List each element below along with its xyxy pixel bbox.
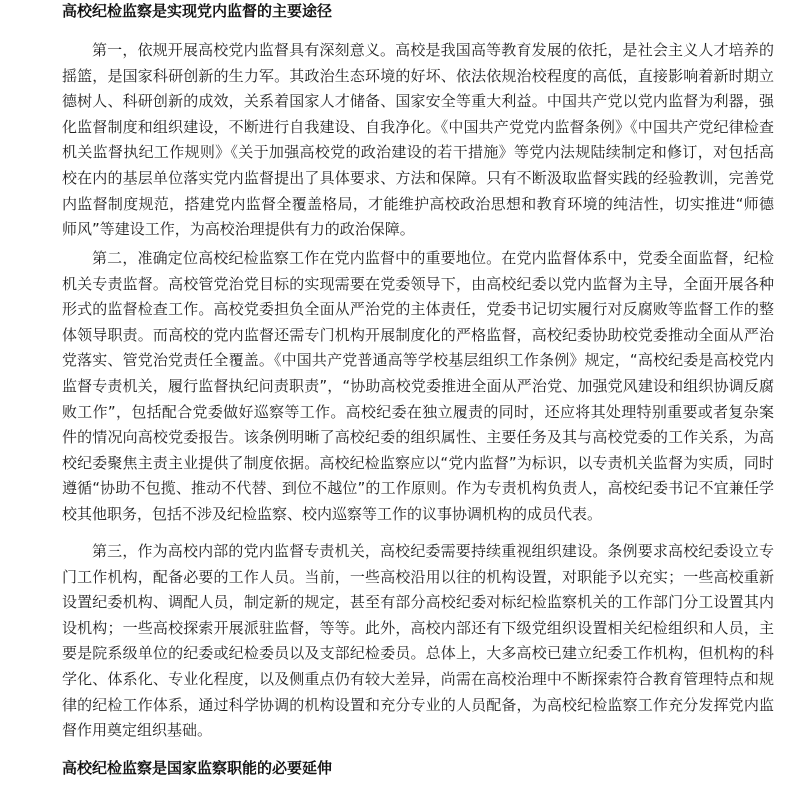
paragraph-3: 第三，作为高校内部的党内监督专责机关，高校纪委需要持续重视组织建设。条例要求高校纪委设立专门工作机构，配备必要的工作人员。当前，一些高校沿用以往的机构设置，对职能予以充实；一些高校重新设置纪委机构、调配人员，制定新的规定，甚至有部分高校纪委对标纪检监察机关的工作部门分工设置其内设机构；一些高校探索开展派驻监督，等等。此外，高校内部还有下级党组织设置相关纪检组织和人员，主要是院系级单位的纪委或纪检委员以及支部纪检委员。总体上，大多高校已建立纪委工作机构，但机构的科学化、体系化、专业化程度，以及侧重点仍有较大差异，尚需在高校治理中不断探索符合教育管理特点和规律的纪检工作体系，通过科学协调的机构设置和充分专业的人员配备，为高校纪检监察工作充分发挥党内监督作用奠定组织基础。 — [62, 542, 774, 740]
section-heading-1: 高校纪检监察是实现党内监督的主要途径 — [62, 2, 333, 20]
paragraph-1: 第一，依规开展高校党内监督具有深刻意义。高校是我国高等教育发展的依托，是社会主义人才培养的摇篮，是国家科研创新的生力军。其政治生态环境的好坏、依法依规治校程度的高低，直接影响着新时期立德树人、科研创新的成效，关系着国家人才储备、国家安全等重大利益。中国共产党以党内监督为利器，强化监督制度和组织建设，不断进行自我建设、自我净化。《中国共产党党内监督条例》《中国共产党纪律检查机关监督执纪工作规则》《关于加强高校党的政治建设的若干措施》等党内法规陆续制定和修订，对包括高校在内的基层单位落实党内监督提出了具体要求、方法和保障。只有不断汲取监督实践的经验教训，完善党内监督制度规范，搭建党内监督全覆盖格局，才能维护高校政治思想和教育环境的纯洁性，切实推进“师德师风”等建设工作，为高校治理提供有力的政治保障。 — [62, 41, 774, 239]
section-heading-2: 高校纪检监察是国家监察职能的必要延伸 — [62, 759, 333, 777]
paragraph-2: 第二，准确定位高校纪检监察工作在党内监督中的重要地位。在党内监督体系中，党委全面监督，纪检机关专责监督。高校管党治党目标的实现需要在党委领导下，由高校纪委以党内监督为主导，全面开展各种形式的监督检查工作。高校党委担负全面从严治党的主体责任，党委书记切实履行对反腐败等监督工作的整体领导职责。而高校的党内监督还需专门机构开展制度化的严格监督，高校纪委协助校党委推动全面从严治党落实、管党治党责任全覆盖。《中国共产党普通高等学校基层组织工作条例》规定，“高校纪委是高校党内监督专责机关，履行监督执纪问责职责”，“协助高校党委推进全面从严治党、加强党风建设和组织协调反腐败工作”，包括配合党委做好巡察等工作。高校纪委在独立履责的同时，还应将其处理特别重要或者复杂案件的情况向高校党委报告。该条例明晰了高校纪委的组织属性、主要任务及其与高校党委的工作关系，为高校纪委聚焦主责主业提供了制度依据。高校纪检监察应以“党内监督”为标识，以专责机关监督为实质，同时遵循“协助不包揽、推动不代替、到位不越位”的工作原则。作为专责机构负责人，高校纪委书记不宜兼任学校其他职务，包括不涉及纪检监察、校内巡察等工作的议事协调机构的成员代表。 — [62, 249, 774, 523]
